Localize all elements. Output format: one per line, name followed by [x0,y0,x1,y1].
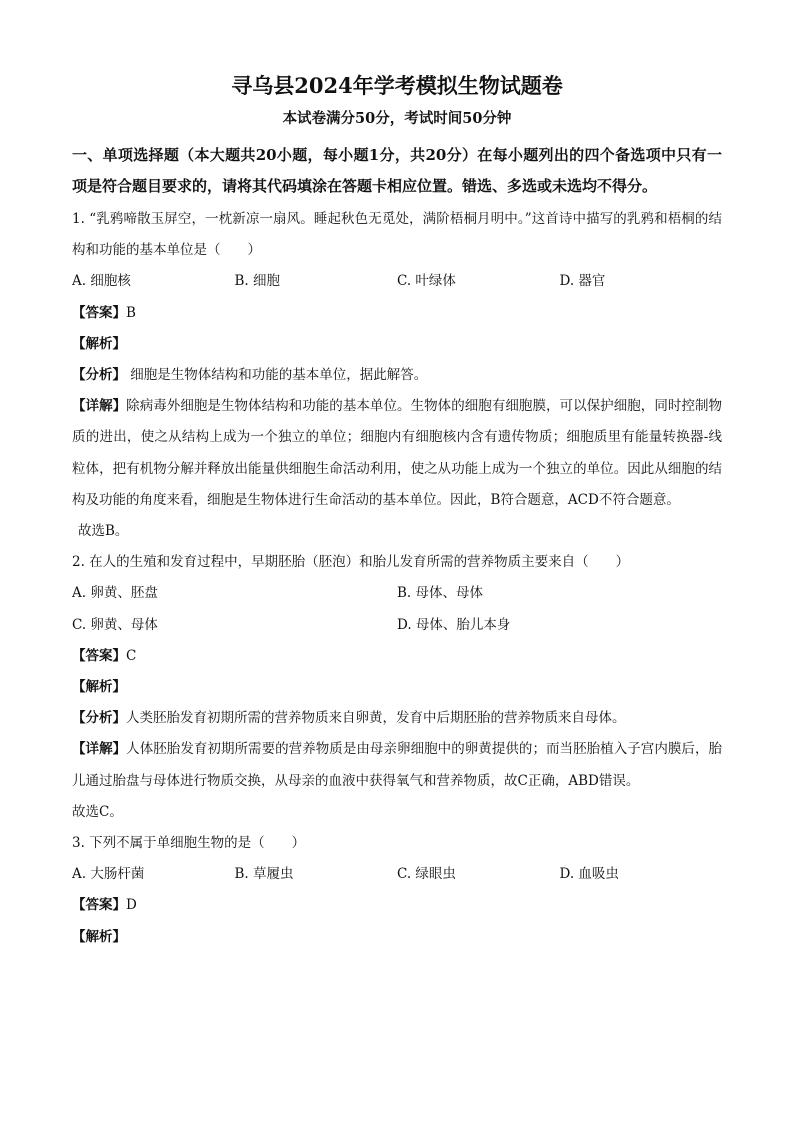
answer-line [72,890,722,921]
question-2 [72,547,722,828]
answer-value: B [126,304,136,321]
answer-tag: 【答案】 [72,304,126,321]
analysis-tag: 【解析】 [72,679,126,696]
xiangjie-tag: 【详解】 [72,741,127,758]
option-d: D. 器官 [559,273,606,290]
answer-tag: 【答案】 [72,897,126,914]
conclusion: 故选B。 [78,523,129,540]
xiangjie-line [72,734,722,796]
xiangjie-text: 除病毒外细胞是生物体结构和功能的基本单位。生物体的细胞有细胞膜，可以保护细胞，同时控制物质的进出，使之从结构上成为一个独立的单位；细胞内有细胞核内含有遗传物质；细胞质里有能量转换器-线粒体，把有机物分解并释放出能量供细胞生命活动利用，使之从功能上成为一个独立的单位。因此从细胞的结构及功能的角度来看，细胞是生物体进行生命活动的基本单位。因此，B符合题意，ACD不符合题意。 [72,398,723,508]
xiangjie-tag: 【详解】 [72,398,127,415]
question-options [72,266,722,297]
conclusion: 故选C。 [72,803,123,820]
answer-tag: 【答案】 [72,647,126,664]
fenxi-line [72,360,722,391]
option-b: B. 母体、母体 [397,585,484,602]
option-b: B. 草履虫 [234,866,294,883]
question-1 [72,204,722,547]
analysis-tag: 【解析】 [72,928,126,945]
option-d: D. 血吸虫 [559,866,619,883]
page-subtitle: 本试卷满分50分，考试时间50分钟 [282,110,512,127]
question-options-row-2 [72,610,722,641]
option-c: C. 叶绿体 [397,273,456,290]
answer-line [72,641,722,672]
option-b: B. 细胞 [234,273,281,290]
answer-value: D [126,897,137,914]
option-c: C. 卵黄、母体 [72,616,158,633]
answer-value: C [126,647,137,664]
option-a: A. 细胞核 [72,273,131,290]
fenxi-tag: 【分析】 [72,710,126,727]
question-options [72,859,722,890]
analysis-tag: 【解析】 [72,335,126,352]
xiangjie-text: 人体胚胎发育初期所需要的营养物质是由母亲卵细胞中的卵黄提供的；而当胚胎植入子宫内膜后，胎儿通过胎盘与母体进行物质交换，从母亲的血液中获得氧气和营养物质，故C正确，ABD错误。 [72,741,723,789]
fenxi-tag: 【分析】 [72,367,126,384]
option-d: D. 母体、胎儿本身 [397,616,511,633]
page-title: 寻乌县2024年学考模拟生物试题卷 [231,73,563,98]
section-heading: 一、单项选择题（本大题共20小题，每小题1分，共20分）在每小题列出的四个备选项中只有一项是符合题目要求的，请将其代码填涂在答题卡相应位置。错选、多选或未选均不得分。 [72,146,722,195]
xiangjie-line [72,391,722,516]
question-stem: 2. 在人的生殖和发育过程中，早期胚胎（胚泡）和胎儿发育所需的营养物质主要来自（ ） [72,554,630,571]
fenxi-text: 细胞是生物体结构和功能的基本单位，据此解答。 [130,367,428,384]
option-c: C. 绿眼虫 [397,866,456,883]
answer-line [72,298,722,329]
question-stem: 3. 下列不属于单细胞生物的是（ ） [72,835,306,852]
question-3 [72,828,722,953]
fenxi-line [72,703,722,734]
question-stem: 1. “乳鸦啼散玉屏空，一枕新凉一扇风。睡起秋色无觅处，满阶梧桐月明中。”这首诗中描写的乳鸦和梧桐的结构和功能的基本单位是（ ） [72,211,722,259]
option-a: A. 卵黄、胚盘 [72,585,158,602]
question-options-row-1 [72,578,722,609]
fenxi-text: 人类胚胎发育初期所需的营养物质来自卵黄，发育中后期胚胎的营养物质来自母体。 [126,710,626,727]
option-a: A. 大肠杆菌 [72,866,145,883]
